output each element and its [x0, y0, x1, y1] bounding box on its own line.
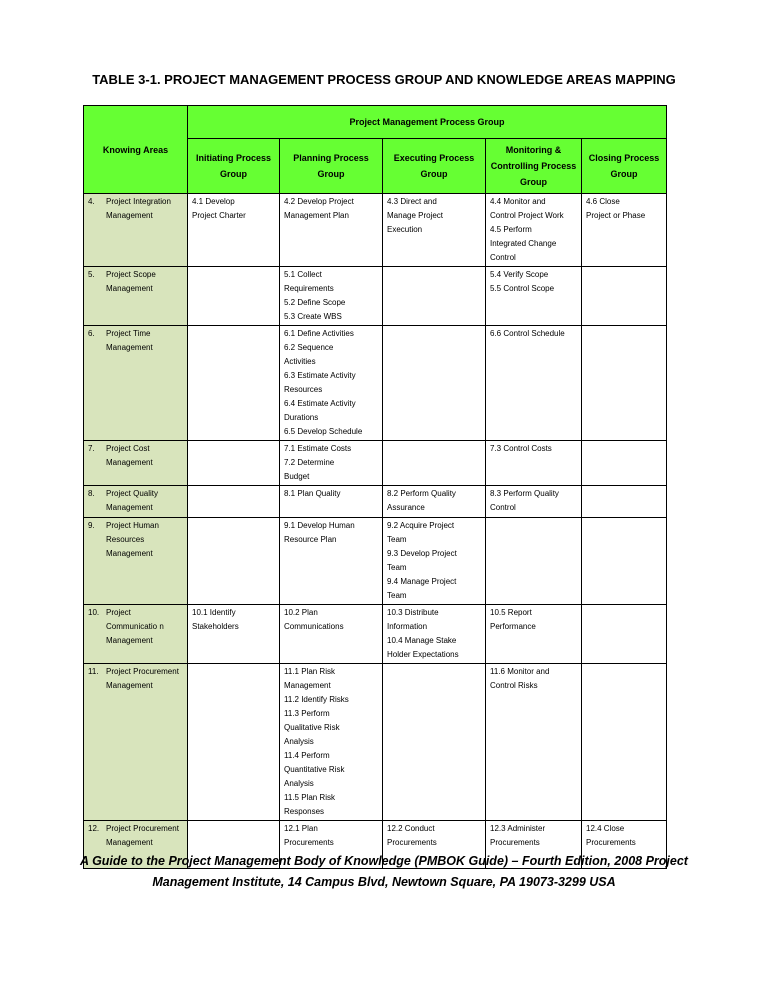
process-text: Durations	[284, 413, 319, 422]
process-text: 5.3 Create WBS	[284, 312, 342, 321]
process-cell	[582, 441, 667, 486]
knowledge-area-number: 7.	[88, 444, 95, 453]
process-cell	[486, 326, 582, 441]
process-text: 9.3 Develop Project	[387, 549, 457, 558]
process-cell	[383, 194, 486, 267]
process-cell	[486, 441, 582, 486]
process-text: 4.1 Develop	[192, 197, 235, 206]
process-cell	[486, 605, 582, 664]
citation-line-1: A Guide to the Project Management Body of Knowledge (PMBOK Guide) – Fourth Edition, 2008 Project	[80, 854, 688, 868]
process-text: 4.4 Monitor and	[490, 197, 546, 206]
process-cell	[486, 267, 582, 326]
source-citation	[0, 851, 768, 893]
process-text: 7.3 Control Costs	[490, 444, 552, 453]
process-text: Analysis	[284, 737, 314, 746]
process-text: 4.2 Develop Project	[284, 197, 354, 206]
mapping-table	[83, 105, 667, 869]
process-cell	[383, 326, 486, 441]
process-text: Responses	[284, 807, 325, 816]
process-text: Procurements	[387, 838, 437, 847]
process-text: Team	[387, 591, 407, 600]
process-text: Quantitative Risk	[284, 765, 345, 774]
process-cell	[582, 194, 667, 267]
process-cell	[383, 486, 486, 518]
process-cell	[188, 326, 280, 441]
process-text: Control Project Work	[490, 211, 564, 220]
process-text: 8.1 Plan Quality	[284, 489, 341, 498]
process-text: 10.1 Identify	[192, 608, 236, 617]
knowledge-area-cell	[84, 486, 188, 518]
page-title: TABLE 3-1. PROJECT MANAGEMENT PROCESS GROUP AND KNOWLEDGE AREAS MAPPING	[92, 72, 676, 87]
process-cell	[188, 664, 280, 821]
process-text: 4.6 Close	[586, 197, 620, 206]
process-text: Analysis	[284, 779, 314, 788]
process-cell	[188, 518, 280, 605]
process-text: Requirements	[284, 284, 334, 293]
process-text: 4.5 Perform	[490, 225, 532, 234]
process-text: 11.6 Monitor and	[490, 667, 550, 676]
process-text: Control	[490, 253, 516, 262]
knowledge-area-name: Project Procurement Management	[106, 667, 179, 690]
process-text: Management	[284, 681, 331, 690]
citation-line-2: Management Institute, 14 Campus Blvd, Newtown Square, PA 19073-3299 USA	[152, 875, 616, 889]
table-row	[84, 194, 667, 267]
process-text: Resources	[284, 385, 323, 394]
process-text: 10.2 Plan	[284, 608, 318, 617]
group-header-executing: Executing Process Group	[383, 139, 486, 194]
process-text: 5.4 Verify Scope	[490, 270, 549, 279]
process-text: 12.3 Administer	[490, 824, 546, 833]
table-row	[84, 486, 667, 518]
table-row	[84, 326, 667, 441]
process-text: 7.1 Estimate Costs	[284, 444, 352, 453]
process-text: Management Plan	[284, 211, 349, 220]
knowledge-area-name: Project Communicatio n Management	[106, 608, 164, 645]
process-cell	[383, 441, 486, 486]
process-text: Assurance	[387, 503, 425, 512]
process-cell	[188, 194, 280, 267]
process-cell	[280, 605, 383, 664]
process-cell	[486, 486, 582, 518]
process-cell	[280, 486, 383, 518]
process-text: Control	[490, 503, 516, 512]
process-cell	[280, 326, 383, 441]
process-text: 11.5 Plan Risk	[284, 793, 335, 802]
process-text: Project Charter	[192, 211, 246, 220]
knowledge-area-name: Project Integration Management	[106, 197, 171, 220]
process-text: Manage Project	[387, 211, 444, 220]
process-text: Holder Expectations	[387, 650, 459, 659]
process-text: Procurements	[284, 838, 334, 847]
table-row	[84, 441, 667, 486]
process-cell	[188, 486, 280, 518]
process-text: 10.3 Distribute	[387, 608, 439, 617]
process-text: 5.2 Define Scope	[284, 298, 346, 307]
process-cell	[188, 605, 280, 664]
group-header-initiating: Initiating Process Group	[188, 139, 280, 194]
knowledge-area-name: Project Human Resources Management	[106, 521, 159, 558]
process-cell	[188, 441, 280, 486]
knowledge-area-number: 8.	[88, 489, 95, 498]
process-cell	[582, 486, 667, 518]
process-text: Communications	[284, 622, 344, 631]
process-text: 9.1 Develop Human	[284, 521, 355, 530]
group-header-closing: Closing Process Group	[582, 139, 667, 194]
process-text: 10.5 Report	[490, 608, 532, 617]
process-text: Qualitative Risk	[284, 723, 340, 732]
table-row	[84, 664, 667, 821]
process-cell	[280, 194, 383, 267]
process-text: 11.1 Plan Risk	[284, 667, 335, 676]
process-text: Stakeholders	[192, 622, 239, 631]
process-text: Project or Phase	[586, 211, 646, 220]
process-text: Procurements	[490, 838, 540, 847]
knowledge-area-name: Project Quality Management	[106, 489, 159, 512]
process-cell	[383, 267, 486, 326]
process-text: 6.3 Estimate Activity	[284, 371, 356, 380]
process-text: 6.4 Estimate Activity	[284, 399, 356, 408]
process-text: Procurements	[586, 838, 636, 847]
process-cell	[486, 664, 582, 821]
knowledge-area-cell	[84, 441, 188, 486]
process-text: 12.4 Close	[586, 824, 625, 833]
process-text: 11.4 Perform	[284, 751, 330, 760]
group-header-monitoring: Monitoring & Controlling Process Group	[486, 139, 582, 194]
knowledge-area-name: Project Scope Management	[106, 270, 156, 293]
process-cell	[383, 518, 486, 605]
process-text: 4.3 Direct and	[387, 197, 437, 206]
knowledge-area-cell	[84, 518, 188, 605]
process-cell	[582, 518, 667, 605]
process-cell	[280, 441, 383, 486]
table-row	[84, 267, 667, 326]
process-cell	[582, 664, 667, 821]
process-text: 6.1 Define Activities	[284, 329, 354, 338]
knowledge-area-cell	[84, 664, 188, 821]
process-text: 9.4 Manage Project	[387, 577, 457, 586]
knowledge-area-name: Project Procurement Management	[106, 824, 179, 847]
process-cell	[582, 267, 667, 326]
process-cell	[280, 518, 383, 605]
process-text: 5.1 Collect	[284, 270, 322, 279]
knowledge-area-name: Project Cost Management	[106, 444, 153, 467]
process-cell	[280, 664, 383, 821]
process-text: 9.2 Acquire Project	[387, 521, 455, 530]
knowledge-area-number: 9.	[88, 521, 95, 530]
process-text: 6.5 Develop Schedule	[284, 427, 363, 436]
process-text: Budget	[284, 472, 310, 481]
knowledge-area-number: 4.	[88, 197, 95, 206]
process-cell	[383, 605, 486, 664]
process-text: 8.3 Perform Quality	[490, 489, 559, 498]
process-text: 7.2 Determine	[284, 458, 335, 467]
process-text: 10.4 Manage Stake	[387, 636, 457, 645]
knowledge-area-number: 11.	[88, 667, 99, 676]
process-group-header: Project Management Process Group	[188, 106, 667, 139]
knowledge-area-cell	[84, 267, 188, 326]
process-cell	[582, 605, 667, 664]
process-text: 5.5 Control Scope	[490, 284, 555, 293]
process-text: 8.2 Perform Quality	[387, 489, 456, 498]
knowledge-area-cell	[84, 194, 188, 267]
process-text: Resource Plan	[284, 535, 337, 544]
process-text: 11.2 Identify Risks	[284, 695, 349, 704]
process-text: Team	[387, 563, 407, 572]
process-cell	[383, 664, 486, 821]
group-header-planning: Planning Process Group	[280, 139, 383, 194]
process-text: 6.6 Control Schedule	[490, 329, 565, 338]
knowledge-area-number: 12.	[88, 824, 100, 833]
process-text: Team	[387, 535, 407, 544]
process-cell	[486, 194, 582, 267]
process-text: Control Risks	[490, 681, 538, 690]
table-row	[84, 605, 667, 664]
process-cell	[280, 267, 383, 326]
knowledge-area-name: Project Time Management	[106, 329, 153, 352]
knowing-areas-header: Knowing Areas	[84, 106, 188, 194]
knowledge-area-number: 5.	[88, 270, 95, 279]
process-cell	[188, 267, 280, 326]
knowledge-area-number: 10.	[88, 608, 100, 617]
process-text: Performance	[490, 622, 536, 631]
process-text: Activities	[284, 357, 316, 366]
process-text: 12.1 Plan	[284, 824, 318, 833]
process-text: 6.2 Sequence	[284, 343, 334, 352]
process-text: Information	[387, 622, 428, 631]
process-text: 11.3 Perform	[284, 709, 330, 718]
table-row	[84, 518, 667, 605]
process-text: Execution	[387, 225, 423, 234]
knowledge-area-cell	[84, 605, 188, 664]
knowledge-area-cell	[84, 326, 188, 441]
process-cell	[486, 518, 582, 605]
process-text: 12.2 Conduct	[387, 824, 435, 833]
table-body	[84, 194, 667, 869]
process-cell	[582, 326, 667, 441]
process-text: Integrated Change	[490, 239, 557, 248]
knowledge-area-number: 6.	[88, 329, 95, 338]
